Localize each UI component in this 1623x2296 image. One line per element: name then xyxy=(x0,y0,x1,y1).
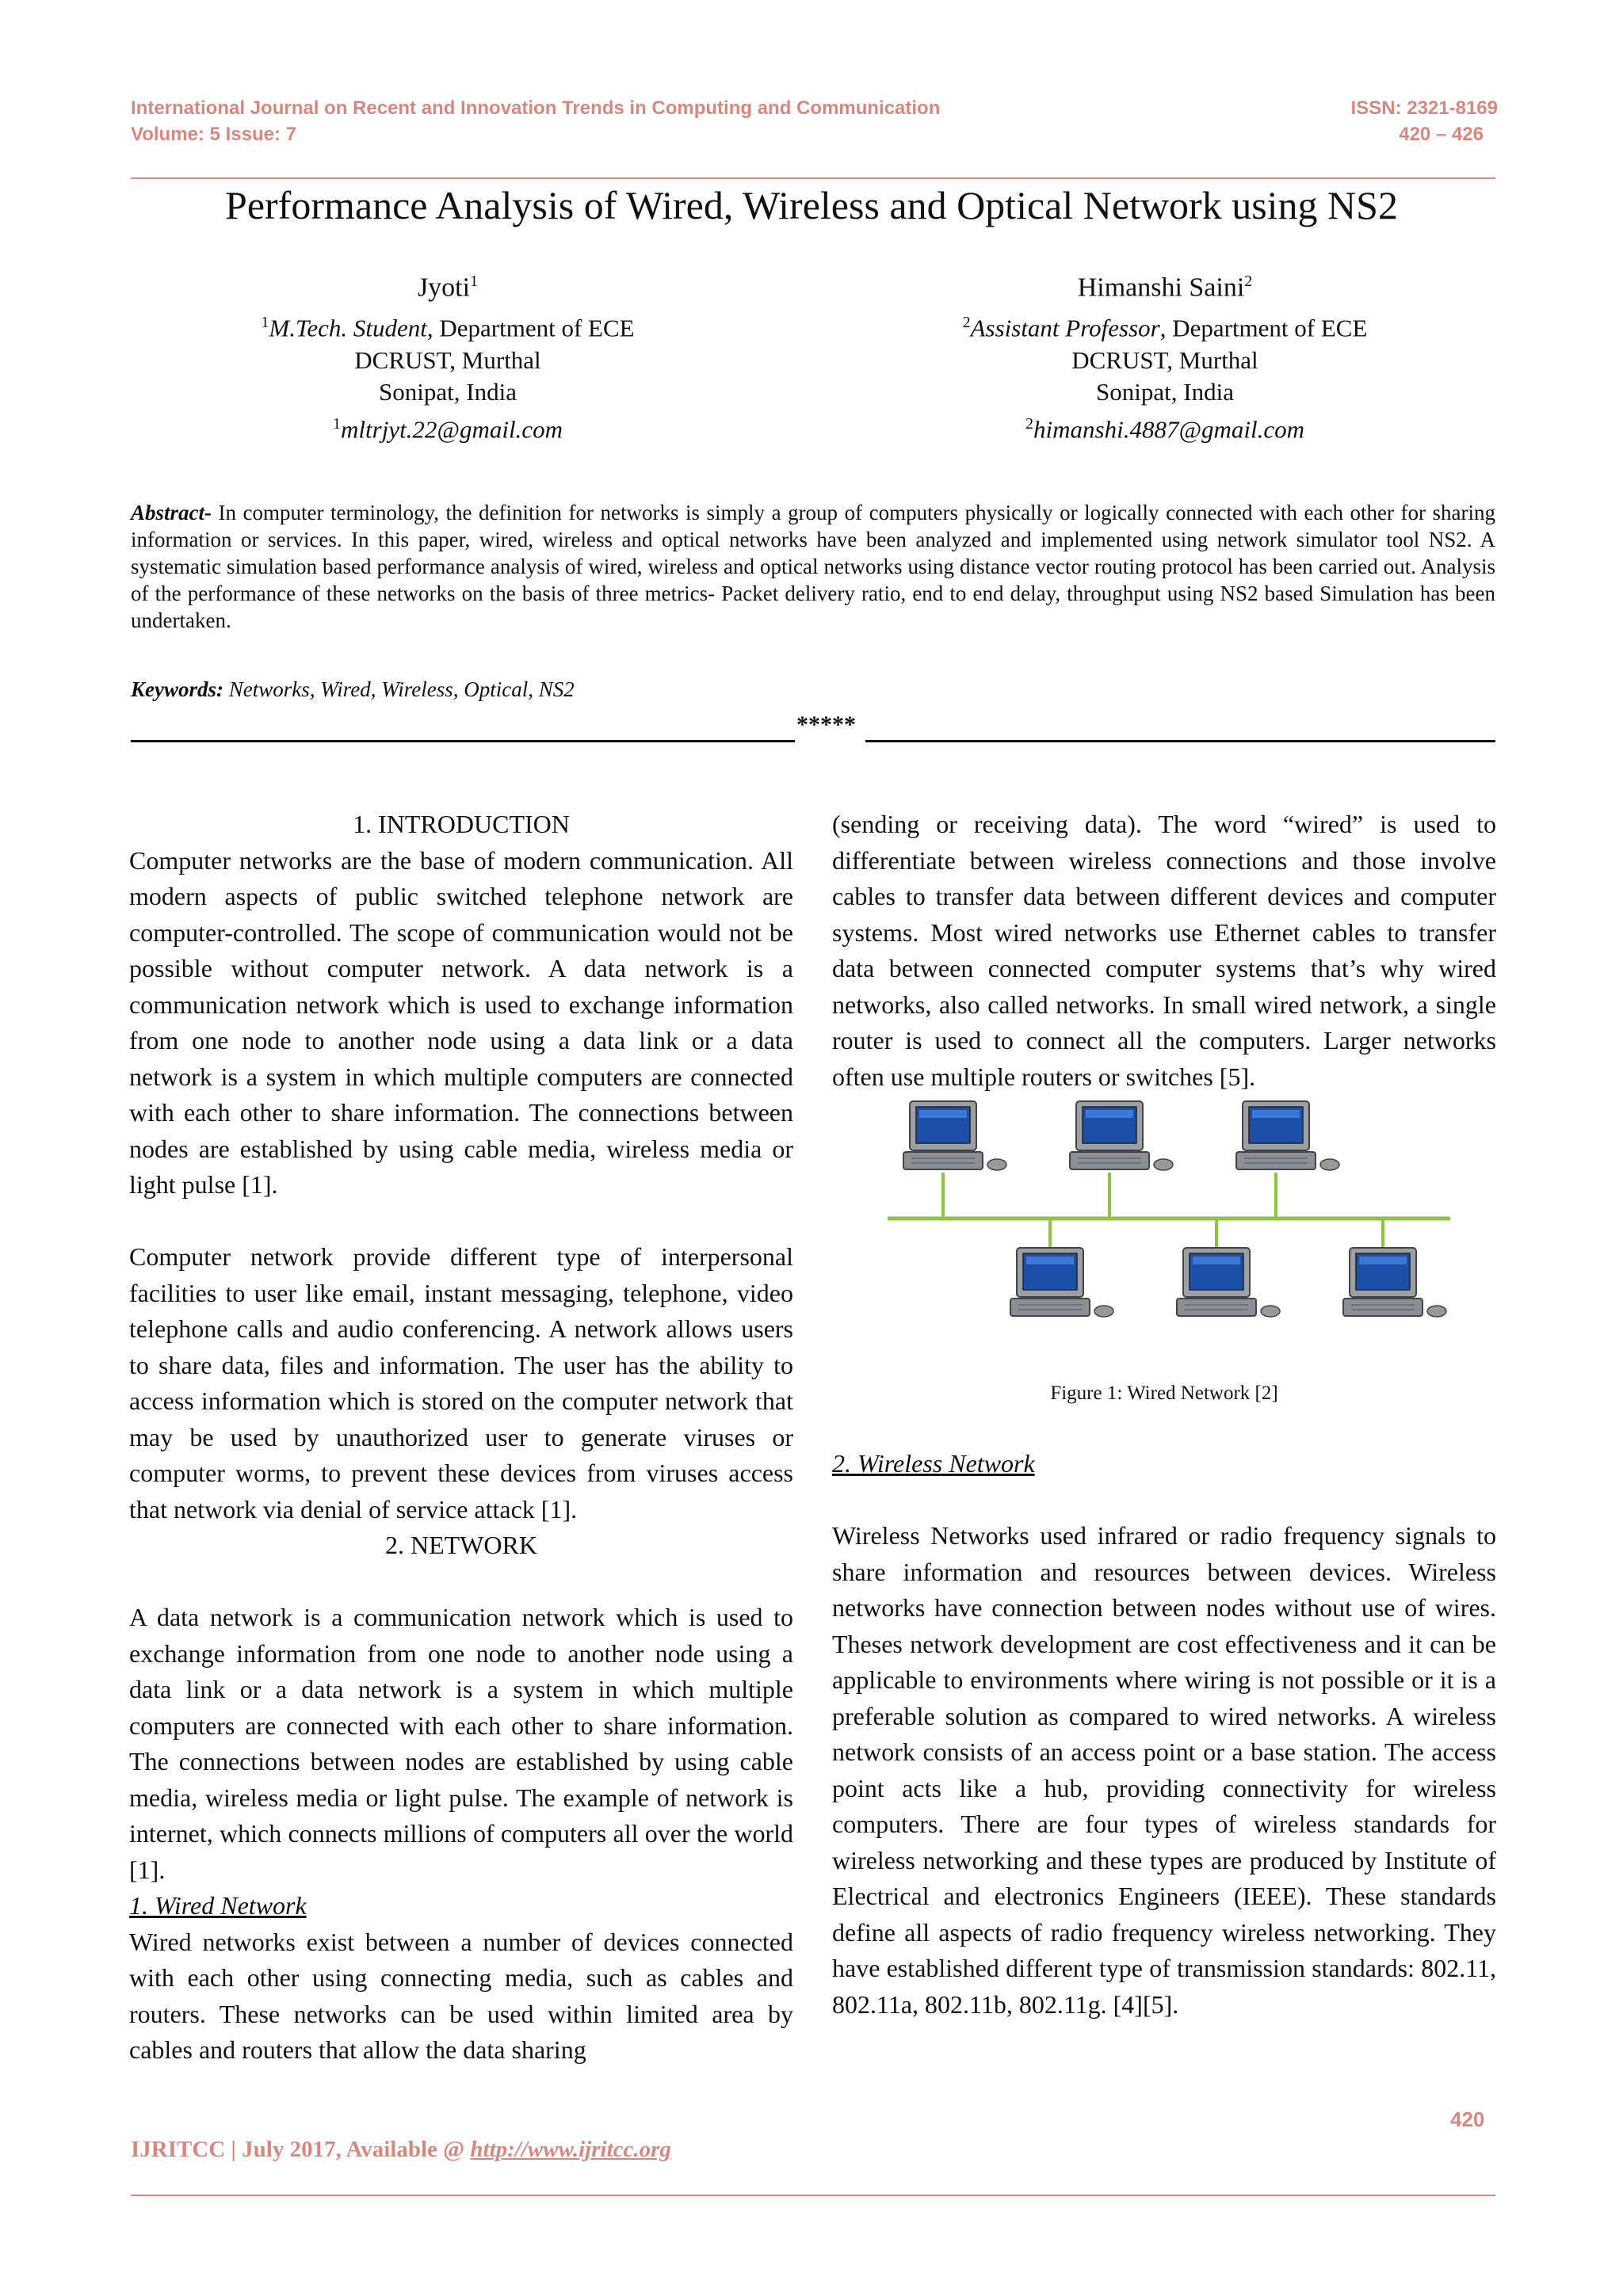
abstract xyxy=(131,499,1495,634)
footer-rule xyxy=(131,2195,1495,2196)
keywords-label: Keywords: xyxy=(131,677,223,701)
paragraph: Wireless Networks used infrared or radio frequency signals to share information and resources between devices. Wireless networks have connection between nodes without use of wires. Theses network development are cost effectiveness and it can be applicable to environments where wiring is not possible or it is a preferable solution as compared to wired networks. A wireless network consists of an access point or a base station. The access point acts like a hub, providing connectivity for wireless computers. There are four types of wireless standards for wireless networking and these types are produced by Institute of Electrical and electronics Engineers (IEEE). These standards define all aspects of radio frequency wireless networking. They have established different type of transmission standards: 802.11, 802.11a, 802.11b, 802.11g. [4][5]. xyxy=(832,1521,1496,2019)
paragraph: Computer network provide different type of interpersonal facilities to user like email, instant messaging, telephone, video telephone calls and audio conferencing. A network allows users to share data, files and information. The user has the ability to access information which is stored on the computer network that may be used by unauthorized user to generate viruses or computer worms, to prevent these devices from viruses access that network via denial of service attack [1]. xyxy=(129,1242,793,1524)
paragraph: Computer networks are the base of modern communication. All modern aspects of public switched telephone network are computer-controlled. The scope of communication would not be possible without computer network. A data network is a communication network which is used to exchange information from one node to another node using a data link or a data network is a system in which multiple computers are connected with each other to share information. The connections between nodes are established by using cable media, wireless media or light pulse [1]. xyxy=(129,845,793,1199)
abstract-text: In computer terminology, the definition for networks is simply a group of computers physically or logically connected with each other for sharing information or services. In this paper, wired, wireless and optical networks have been analyzed and implemented using network simulator tool NS2. A systematic simulation based performance analysis of wired, wireless and optical networks using distance vector routing protocol has been carried out. Analysis of the performance of these networks on the basis of three metrics- Packet delivery ratio, end to end delay, throughput using NS2 based Simulation has been undertaken. xyxy=(131,501,1495,632)
author-name: Himanshi Saini xyxy=(1077,273,1245,303)
role-sup: 1 xyxy=(261,314,269,332)
author-role: Assistant Professor xyxy=(970,314,1160,342)
keywords xyxy=(131,677,575,702)
footer-text xyxy=(131,2137,671,2163)
author-name: Jyoti xyxy=(417,273,471,303)
paragraph: (sending or receiving data). The word “wired” is used to differentiate between wireless connections and those involve cables to transfer data between different devices and computer systems. Most wired networks use Ethernet cables to transfer data between connected computer systems that’s why wired networks, also called networks. In small wired network, a single router is used to connect all the computers. Larger networks often use multiple routers or switches [5]. xyxy=(832,810,1496,1091)
computer-icon xyxy=(1177,1248,1280,1317)
separator-stars: ***** xyxy=(796,711,856,738)
author-dept: , Department of ECE xyxy=(1159,314,1368,342)
subsection-heading-wireless: 2. Wireless Network xyxy=(832,1449,1035,1478)
separator-rule-right xyxy=(865,740,1495,742)
email-sup: 2 xyxy=(1025,414,1034,433)
author-email: himanshi.4887@gmail.com xyxy=(1033,414,1304,443)
author-place: Sonipat, India xyxy=(1096,377,1234,406)
paragraph: A data network is a communication network which is used to exchange information from one node to another node using a data link or a data network is a system in which multiple computers are connected with each other to share information. The connections between nodes are established by using cable media, wireless media or light pulse. The example of network is internet, which connects millions of computers all over the world [1]. xyxy=(129,1603,793,1884)
author-role: M.Tech. Student xyxy=(269,314,427,342)
page-range: 420 – 426 xyxy=(1399,124,1484,145)
figure-caption: Figure 1: Wired Network [2] xyxy=(1050,1383,1278,1404)
email-sup: 1 xyxy=(333,414,342,433)
computer-icon xyxy=(1236,1101,1339,1170)
keywords-text: Networks, Wired, Wireless, Optical, NS2 xyxy=(223,677,575,701)
author-place: Sonipat, India xyxy=(379,377,517,406)
computer-icon xyxy=(1010,1248,1113,1317)
section-heading-network: 2. NETWORK xyxy=(385,1531,537,1559)
author-dept: , Department of ECE xyxy=(426,314,635,342)
footer-label: IJRITCC | July 2017, Available @ xyxy=(131,2137,471,2162)
wired-network-figure xyxy=(880,1093,1458,1355)
author-sup: 1 xyxy=(470,273,479,290)
computer-icon xyxy=(1070,1101,1173,1170)
footer-link[interactable]: http://www.ijritcc.org xyxy=(470,2137,671,2162)
journal-name: International Journal on Recent and Innovation Trends in Computing and Communication xyxy=(131,97,941,119)
author-sup: 2 xyxy=(1244,273,1253,290)
abstract-label: Abstract- xyxy=(131,501,212,524)
paragraph: Wired networks exist between a number of devices connected with each other using connecting media, such as cables and routers. These networks can be used within limited area by cables and routers that allow the data sharing xyxy=(129,1927,793,2064)
author-email: mltrjyt.22@gmail.com xyxy=(341,414,563,443)
issn: ISSN: 2321-8169 xyxy=(1350,97,1498,119)
right-column-top xyxy=(832,807,1496,1095)
author-block-2 xyxy=(919,265,1411,445)
computer-icon xyxy=(1343,1248,1446,1317)
author-institution: DCRUST, Murthal xyxy=(1071,345,1258,374)
computer-icon xyxy=(903,1101,1006,1170)
section-heading-introduction: 1. INTRODUCTION xyxy=(353,810,570,838)
right-column-bottom xyxy=(832,1446,1496,2023)
left-column xyxy=(129,807,793,2069)
separator-rule-left xyxy=(131,740,795,742)
page-number: 420 xyxy=(1450,2107,1485,2131)
author-institution: DCRUST, Murthal xyxy=(354,345,541,374)
paper-title: Performance Analysis of Wired, Wireless and Optical Network using NS2 xyxy=(225,183,1398,227)
subsection-heading-wired: 1. Wired Network xyxy=(129,1891,307,1920)
volume-issue: Volume: 5 Issue: 7 xyxy=(131,124,296,145)
role-sup: 2 xyxy=(962,314,971,332)
header-rule xyxy=(131,177,1495,179)
author-block-1 xyxy=(222,265,674,445)
